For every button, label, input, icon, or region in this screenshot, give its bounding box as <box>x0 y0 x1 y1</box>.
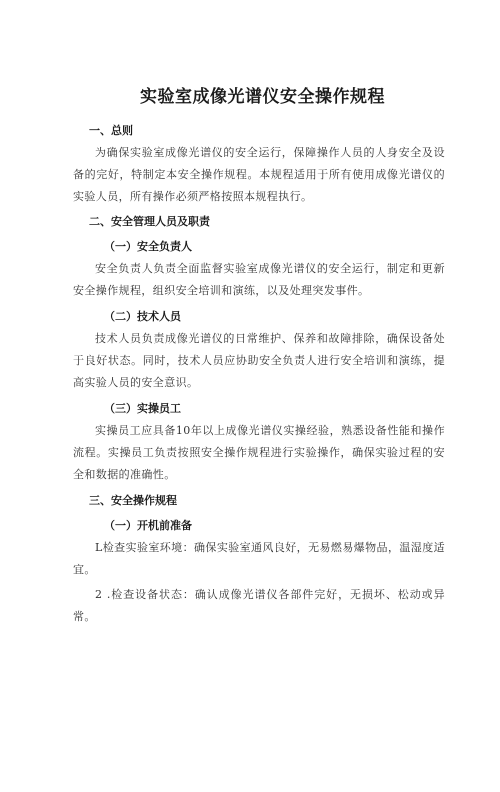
subheading-operator: （三）实操员工 <box>104 402 181 415</box>
document-page <box>0 85 500 792</box>
section-heading-general: 一、总则 <box>89 124 133 137</box>
paragraph-operator: 实操员工应具备10年以上成像光谱仪实操经验，熟悉设备性能和操作流程。实操员工负责按照安全操作规程进行实验操作，确保实验过程的安全和数据的准确性。 <box>73 424 445 481</box>
subheading-safety-officer: （一）安全负责人 <box>104 240 192 253</box>
list-item-check-environment: L检查实验室环境：确保实验室通风良好，无易燃易爆物品，温湿度适宜。 <box>73 541 445 576</box>
subheading-technician: （二）技术人员 <box>104 310 181 323</box>
paragraph-general: 为确保实验室成像光谱仪的安全运行，保障操作人员的人身安全及设备的完好，特制定本安全操作规程。本规程适用于所有使用成像光谱仪的实验人员，所有操作必须严格按照本规程执行。 <box>73 146 445 203</box>
list-item-check-equipment: 2 .检查设备状态：确认成像光谱仪各部件完好，无损坏、松动或异常。 <box>73 588 445 623</box>
section-heading-procedures: 三、安全操作规程 <box>89 494 177 507</box>
paragraph-safety-officer: 安全负责人负责全面监督实验室成像光谱仪的安全运行，制定和更新安全操作规程，组织安全培训和演练，以及处理突发事件。 <box>73 262 445 297</box>
paragraph-technician: 技术人员负责成像光谱仪的日常维护、保养和故障排除，确保设备处于良好状态。同时，技术人员应协助安全负责人进行安全培训和演练，提高实验人员的安全意识。 <box>73 332 445 389</box>
page-title: 实验室成像光谱仪安全操作规程 <box>140 87 385 107</box>
subheading-pre-start: （一）开机前准备 <box>104 519 192 532</box>
section-heading-personnel: 二、安全管理人员及职责 <box>89 215 210 228</box>
